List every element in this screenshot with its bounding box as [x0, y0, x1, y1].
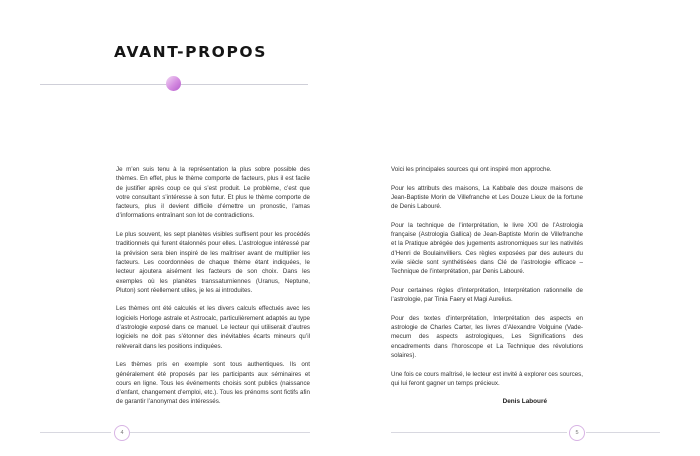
page-number-right: 5 — [569, 425, 585, 441]
left-page-text — [116, 165, 310, 416]
paragraph: Les thèmes pris en exemple sont tous authentiques. Ils ont généralement été proposés par les participants aux séminaires et cours en ligne. Tous les événements choisis sont publics (naissance d’enfant, changement d’emploi, etc.). Tous les prénoms sont fictifs afin de garantir l’anonymat des intéressés. — [116, 361, 310, 406]
footer-rule — [391, 432, 567, 433]
footer-rule — [130, 432, 310, 433]
footer-rule — [40, 432, 111, 433]
paragraph: Les thèmes ont été calculés et les divers calculs effectués avec les logiciels Horloge astrale et Astrocalc, particulièrement adaptés au type d’astrologie exposé dans ce manuel. Le lecteur qui utiliserait d’autres logiciels ne doit pas s’étonner des inévitables écarts mineurs qu’il relèverait dans les positions indiquées. — [116, 305, 310, 350]
decorative-circle-icon — [166, 76, 181, 91]
paragraph: Une fois ce cours maîtrisé, le lecteur est invité à explorer ces sources, qui lui feront gagner un temps précieux. — [391, 370, 583, 387]
author-signature: Denis Labouré — [502, 398, 547, 406]
paragraph: Pour la technique de l’interprétation, le livre XXI de l’Astrologia française (Astrologia Gallica) de Jean-Baptiste Morin de Villefranche et la Pratique abrégée des jugements astronomiques sur les nativités d’Henri de Boulainvilliers. Ces règles exposées par des auteurs du xviie siècle sont synthétisées dans Clé de l’astrologie efficace – Technique de l’interprétation, par Denis Labouré. — [391, 221, 583, 276]
right-page-text — [391, 165, 583, 407]
footer-rule — [586, 432, 660, 433]
page-number-left: 4 — [114, 425, 130, 441]
paragraph: Voici les principales sources qui ont inspiré mon approche. — [391, 166, 552, 173]
paragraph: Pour certaines règles d’interprétation, Interprétation rationnelle de l’astrologie, par Tinia Faery et Magi Aurelius. — [391, 286, 583, 304]
paragraph: Pour des textes d’interprétation, Interprétation des aspects en astrologie de Charles Carter, les livres d’Alexandre Volguine (Vade-mecum des aspects astrologiques, Les Significations des encadrements dans l’horoscope et La Technique des révolutions solaires). — [391, 314, 583, 359]
paragraph: Je m’en suis tenu à la représentation la plus sobre possible des thèmes. En effet, plus le thème comporte de facteurs, plus il est facile de justifier après coup ce qui s’est produit. Le problème, c’est que votre consultant s’intéresse à son futur. Et plus le thème comporte de facteurs, plus il devient difficile d’émettre un pronostic, l’amas d’informations entraînant son lot de contradictions. — [116, 166, 310, 220]
chapter-title: AVANT-PROPOS — [114, 43, 267, 61]
paragraph: Le plus souvent, les sept planètes visibles suffisent pour les procédés traditionnels qui furent étalonnés pour elles. L’astrologue intéressé par la prévision sera bien inspiré de les maîtriser avant de multiplier les facteurs. Les coordonnées de chaque thème étant indiquées, le lecteur ajoutera aisément les facteurs de son choix. Dans les exemples où les planètes transsaturniennes (Uranus, Neptune, Pluton) sont réellement utiles, je les ai introduites. — [116, 231, 310, 294]
paragraph: Pour les attributs des maisons, La Kabbale des douze maisons de Jean-Baptiste Morin de Villefranche et Les Douze Lieux de la fortune de Denis Labouré. — [391, 184, 583, 211]
